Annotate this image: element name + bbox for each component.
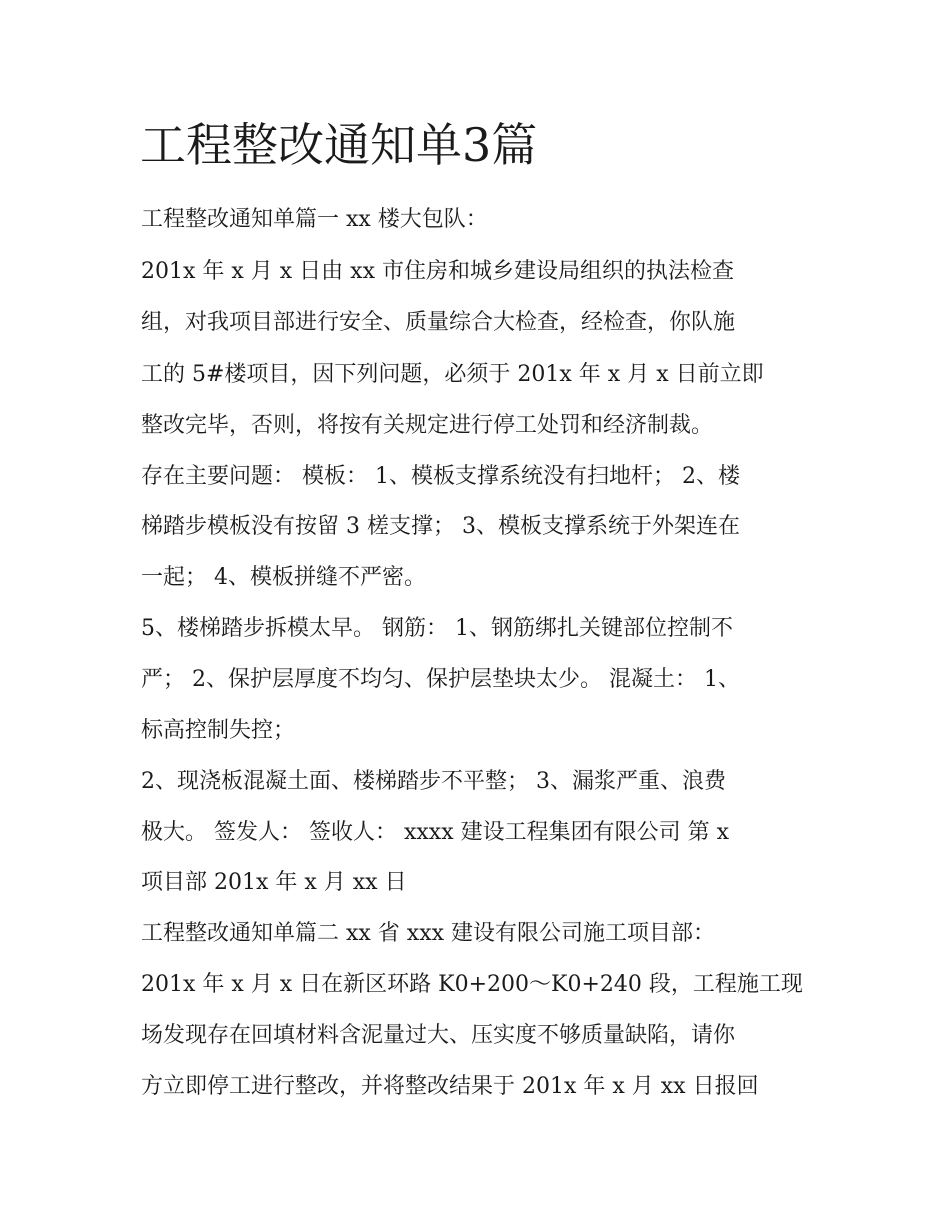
- text-line: 极大。 签发人： 签收人： xxxx 建设工程集团有限公司 第 x: [141, 820, 729, 845]
- text-line: 201x 年 x 月 x 日在新区环路 K0+200～K0+240 段，工程施工现: [141, 972, 803, 997]
- text-line: 组，对我项目部进行安全、质量综合大检查，经检查，你队施: [141, 310, 736, 335]
- text-line: 工程整改通知单篇二 xx 省 xxx 建设有限公司施工项目部：: [141, 921, 716, 946]
- text-line: 201x 年 x 月 x 日由 xx 市住房和城乡建设局组织的执法检查: [141, 259, 734, 284]
- text-line: 5、楼梯踏步拆模太早。 钢筋： 1、钢筋绑扎关键部位控制不: [141, 616, 733, 641]
- text-line: 工的 5#楼项目，因下列问题，必须于 201x 年 x 月 x 日前立即: [141, 362, 764, 387]
- text-line: 整改完毕，否则，将按有关规定进行停工处罚和经济制裁。: [141, 413, 714, 438]
- text-line: 一起； 4、模板拼缝不严密。: [141, 565, 426, 590]
- text-line: 严； 2、保护层厚度不均匀、保护层垫块太少。 混凝土： 1、: [141, 667, 740, 692]
- text-line: 2、现浇板混凝土面、楼梯踏步不平整； 3、漏浆严重、浪费: [141, 769, 726, 794]
- text-line: 标高控制失控；: [141, 718, 296, 743]
- text-line: 方立即停工进行整改，并将整改结果于 201x 年 x 月 xx 日报回: [141, 1074, 759, 1099]
- text-line: 项目部 201x 年 x 月 xx 日: [141, 870, 407, 895]
- text-line: 梯踏步模板没有按留 3 槎支撑； 3、模板支撑系统于外架连在: [141, 514, 740, 539]
- text-line: 场发现存在回填材料含泥量过大、压实度不够质量缺陷，请你: [141, 1023, 736, 1048]
- text-line: 工程整改通知单篇一 xx 楼大包队：: [141, 207, 488, 232]
- text-line: 存在主要问题： 模板： 1、模板支撑系统没有扫地杆； 2、楼: [141, 464, 740, 489]
- document-title: 工程整改通知单3篇: [140, 118, 538, 172]
